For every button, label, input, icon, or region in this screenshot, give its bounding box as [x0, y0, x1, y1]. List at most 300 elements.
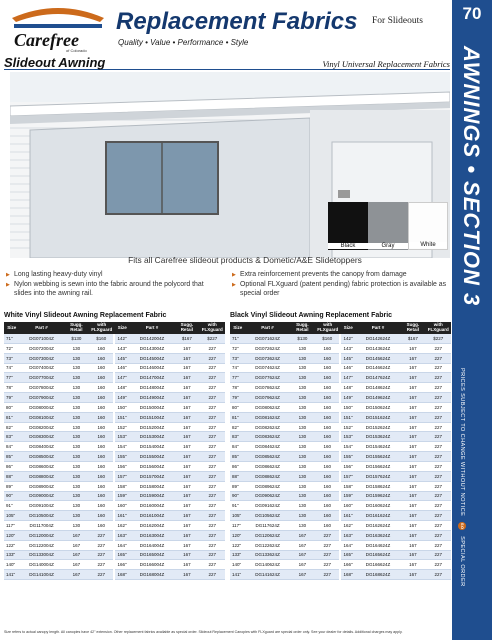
table-cell: DG154624Z	[356, 442, 400, 452]
table-cell: 227	[200, 521, 225, 531]
column-header: Part #	[245, 322, 289, 334]
table-row	[230, 373, 451, 383]
table-cell: 160	[89, 521, 114, 531]
table-cell: 167	[174, 461, 199, 471]
white-fabric-table	[4, 322, 225, 580]
table-cell: 91"	[230, 501, 245, 511]
table-cell: 130	[290, 501, 315, 511]
swatch-white	[408, 202, 448, 250]
table-cell: DG133624Z	[245, 550, 289, 560]
table-row	[4, 511, 225, 521]
table-cell: 167	[174, 471, 199, 481]
table-cell: DG161624Z	[356, 511, 400, 521]
table-cell: 227	[426, 530, 451, 540]
table-cell: 227	[315, 560, 340, 570]
table-cell: 167	[290, 550, 315, 560]
table-cell: 105"	[4, 511, 19, 521]
table-cell: DG080624Z	[245, 402, 289, 412]
table-cell: 130	[290, 471, 315, 481]
table-cell: 167	[400, 432, 425, 442]
table-cell: 130	[290, 481, 315, 491]
table-cell: DG159004Z	[130, 491, 174, 501]
table-cell: 227	[426, 442, 451, 452]
table-cell: DG150624Z	[356, 402, 400, 412]
table-cell: 81"	[4, 412, 19, 422]
table-cell: 133"	[230, 550, 245, 560]
feature-item: ▶ Long lasting heavy-duty vinyl	[6, 271, 211, 280]
table-cell: 130	[290, 373, 315, 383]
table-cell: 140"	[4, 560, 19, 570]
swatch-black	[328, 202, 368, 250]
table-cell: 79"	[230, 393, 245, 403]
table-cell: $167	[400, 334, 425, 343]
table-cell: 130	[290, 442, 315, 452]
table-cell: 160	[315, 461, 340, 471]
table-cell: 160	[89, 501, 114, 511]
table-cell: 130	[64, 402, 89, 412]
table-cell: 227	[200, 471, 225, 481]
table-cell: 120"	[4, 530, 19, 540]
table-cell: DG149624Z	[356, 393, 400, 403]
table-cell: DG122004Z	[19, 540, 63, 550]
table-cell: DG160624Z	[356, 501, 400, 511]
column-header: with FLXguard	[426, 322, 451, 334]
table-cell: 91"	[4, 501, 19, 511]
table-cell: DG168624Z	[356, 570, 400, 580]
table-cell: 227	[200, 393, 225, 403]
column-header: Size	[114, 322, 129, 334]
table-cell: 130	[64, 412, 89, 422]
table-cell: DG152004Z	[130, 422, 174, 432]
table-cell: 227	[200, 373, 225, 383]
table-cell: 117"	[230, 521, 245, 531]
table-cell: DG143624Z	[356, 343, 400, 353]
table-cell: DG077624Z	[245, 373, 289, 383]
table-cell: 160	[89, 412, 114, 422]
table-cell: DG080004Z	[19, 402, 63, 412]
table-cell: DG166624Z	[356, 560, 400, 570]
table-cell: 227	[426, 540, 451, 550]
table-cell: DG133004Z	[19, 550, 63, 560]
table-cell: 71"	[230, 334, 245, 343]
table-cell: DG072624Z	[245, 343, 289, 353]
table-row	[4, 343, 225, 353]
table-row	[4, 363, 225, 373]
column-header: Sugg. Retail	[174, 322, 199, 334]
table-row	[230, 363, 451, 373]
feature-list-left	[6, 271, 211, 300]
table-cell: 227	[200, 432, 225, 442]
table-cell: DG153004Z	[130, 432, 174, 442]
table-cell: $160	[89, 334, 114, 343]
table-cell: 130	[290, 402, 315, 412]
table-cell: $160	[315, 334, 340, 343]
table-row	[4, 383, 225, 393]
page-title: Replacement Fabrics	[116, 8, 358, 35]
table-row	[230, 461, 451, 471]
table-cell: 83"	[4, 432, 19, 442]
table-cell: 158"	[340, 481, 355, 491]
table-row	[4, 540, 225, 550]
table-cell: 130	[64, 383, 89, 393]
table-cell: DG117004Z	[19, 521, 63, 531]
table-cell: 227	[426, 363, 451, 373]
table-cell: DG152624Z	[356, 422, 400, 432]
table-cell: 161"	[340, 511, 355, 521]
table-cell: 86"	[4, 461, 19, 471]
table-cell: DG165624Z	[356, 550, 400, 560]
table-row	[4, 353, 225, 363]
table-cell: 160	[315, 402, 340, 412]
table-cell: 151"	[340, 412, 355, 422]
table-cell: 167	[174, 530, 199, 540]
table-cell: 130	[290, 452, 315, 462]
table-cell: DG090624Z	[245, 491, 289, 501]
column-header: Sugg. Retail	[400, 322, 425, 334]
column-header: Part #	[130, 322, 174, 334]
table-cell: 227	[315, 570, 340, 580]
table-row	[230, 452, 451, 462]
table-row	[4, 521, 225, 531]
table-row	[230, 511, 451, 521]
table-cell: 160	[315, 363, 340, 373]
table-cell: 227	[89, 550, 114, 560]
table-cell: DG081004Z	[19, 412, 63, 422]
table-cell: 227	[426, 471, 451, 481]
table-cell: 79"	[4, 393, 19, 403]
table-cell: 227	[315, 550, 340, 560]
table-cell: 130	[64, 432, 89, 442]
table-cell: 167	[400, 412, 425, 422]
table-cell: DG155624Z	[356, 452, 400, 462]
table-row	[4, 560, 225, 570]
table-cell: 167	[174, 353, 199, 363]
table-cell: 167	[174, 363, 199, 373]
table-cell: DG145624Z	[356, 353, 400, 363]
table-cell: 120"	[230, 530, 245, 540]
table-cell: 167	[400, 521, 425, 531]
table-cell: 159"	[114, 491, 129, 501]
table-cell: DG155004Z	[130, 452, 174, 462]
table-cell: DG161004Z	[130, 511, 174, 521]
table-cell: DG159624Z	[356, 491, 400, 501]
table-cell: 167	[174, 442, 199, 452]
table-cell: 167	[400, 481, 425, 491]
black-fabric-table	[230, 322, 451, 580]
table-cell: 160	[315, 353, 340, 363]
table-cell: 227	[426, 412, 451, 422]
table-cell: 227	[200, 363, 225, 373]
table-row	[4, 393, 225, 403]
table-cell: 227	[89, 540, 114, 550]
table-cell: 167	[400, 353, 425, 363]
table-cell: DG122624Z	[245, 540, 289, 550]
table-cell: 167	[174, 373, 199, 383]
table-cell: DG143004Z	[130, 343, 174, 353]
table-cell: DG071624Z	[245, 334, 289, 343]
table-cell: DG166004Z	[130, 560, 174, 570]
table-cell: DG078624Z	[245, 383, 289, 393]
table-cell: DG084004Z	[19, 442, 63, 452]
table-cell: DG147624Z	[356, 373, 400, 383]
table-cell: DG163004Z	[130, 530, 174, 540]
table-cell: 82"	[230, 422, 245, 432]
table-cell: 160	[315, 373, 340, 383]
table-row	[230, 491, 451, 501]
table-cell: DG088624Z	[245, 471, 289, 481]
table-cell: 160	[89, 442, 114, 452]
table-cell: 147"	[340, 373, 355, 383]
table-cell: 227	[426, 481, 451, 491]
table-cell: 160	[89, 402, 114, 412]
table-cell: $130	[290, 334, 315, 343]
table-cell: 227	[200, 560, 225, 570]
table-cell: 85"	[4, 452, 19, 462]
table-cell: $130	[64, 334, 89, 343]
table-cell: 82"	[4, 422, 19, 432]
table-cell: DG156624Z	[356, 461, 400, 471]
table-cell: DG079624Z	[245, 393, 289, 403]
table-cell: 167	[174, 491, 199, 501]
table-cell: DG089004Z	[19, 481, 63, 491]
table-cell: DG157624Z	[356, 471, 400, 481]
product-heading: Slideout Awning	[4, 55, 106, 70]
table-cell: 167	[400, 461, 425, 471]
table-cell: 227	[426, 501, 451, 511]
table-cell: 227	[200, 540, 225, 550]
table-cell: 161"	[114, 511, 129, 521]
table-cell: 166"	[114, 560, 129, 570]
table-cell: 167	[174, 412, 199, 422]
table-cell: 143"	[340, 343, 355, 353]
table-cell: 72"	[230, 343, 245, 353]
table-row	[4, 422, 225, 432]
table-cell: 167	[400, 452, 425, 462]
table-cell: 160	[89, 471, 114, 481]
table-cell: 150"	[114, 402, 129, 412]
table-cell: DG120624Z	[245, 530, 289, 540]
table-cell: 140"	[230, 560, 245, 570]
table-row	[230, 540, 451, 550]
table-cell: 167	[174, 422, 199, 432]
table-cell: DG090004Z	[19, 491, 63, 501]
table-cell: 130	[64, 471, 89, 481]
table-cell: 167	[174, 521, 199, 531]
table-cell: DG084624Z	[245, 442, 289, 452]
table-cell: DG086624Z	[245, 461, 289, 471]
swatch-label: White	[409, 242, 447, 248]
table-cell: 130	[290, 511, 315, 521]
table-cell: 160	[315, 412, 340, 422]
page-number: 70	[462, 4, 482, 23]
table-cell: 160	[315, 383, 340, 393]
table-cell: 150"	[340, 402, 355, 412]
table-cell: 164"	[114, 540, 129, 550]
table-cell: 227	[200, 501, 225, 511]
table-cell: 160	[89, 461, 114, 471]
table-cell: 148"	[340, 383, 355, 393]
table-cell: 160	[89, 393, 114, 403]
table-cell: 162"	[340, 521, 355, 531]
table-cell: DG078004Z	[19, 383, 63, 393]
feature-item: ▶ Extra reinforcement prevents the canopy from damage	[232, 271, 447, 280]
table-cell: 141"	[230, 570, 245, 580]
table-cell: 159"	[340, 491, 355, 501]
intro-text: Fits all Carefree slideout products & Dometic/A&E Slidetoppers	[128, 255, 362, 265]
for-label: For Slideouts	[372, 16, 423, 26]
table-cell: 130	[290, 521, 315, 531]
table-cell: 160	[315, 481, 340, 491]
table-row	[4, 471, 225, 481]
table-row	[230, 550, 451, 560]
table-row	[4, 530, 225, 540]
table-cell: DG164624Z	[356, 540, 400, 550]
table-cell: 73"	[230, 353, 245, 363]
table-cell: 130	[64, 521, 89, 531]
table-row	[4, 334, 225, 343]
table-cell: 160	[89, 511, 114, 521]
table-cell: 227	[426, 511, 451, 521]
table-cell: 227	[426, 353, 451, 363]
table-cell: 167	[400, 393, 425, 403]
table-cell: DG145004Z	[130, 353, 174, 363]
table-cell: 154"	[114, 442, 129, 452]
table-cell: 88"	[4, 471, 19, 481]
swatch-gray	[368, 202, 408, 250]
table-cell: DG157004Z	[130, 471, 174, 481]
table-cell: DG120004Z	[19, 530, 63, 540]
table-row	[230, 501, 451, 511]
table-cell: 72"	[4, 343, 19, 353]
table-cell: 167	[174, 402, 199, 412]
table-row	[230, 412, 451, 422]
table-cell: 130	[64, 422, 89, 432]
table-cell: 227	[200, 402, 225, 412]
swatch-label: Black	[328, 243, 368, 249]
table-cell: 168"	[340, 570, 355, 580]
table-row	[4, 373, 225, 383]
table-row	[4, 570, 225, 580]
table-cell: 74"	[230, 363, 245, 373]
table-cell: 73"	[4, 353, 19, 363]
table-cell: DG105004Z	[19, 511, 63, 521]
table-row	[230, 393, 451, 403]
table-cell: 227	[315, 530, 340, 540]
table-cell: 74"	[4, 363, 19, 373]
table-cell: 227	[200, 550, 225, 560]
column-header: Sugg. Retail	[64, 322, 89, 334]
table-cell: DG074624Z	[245, 363, 289, 373]
table-cell: 160	[315, 501, 340, 511]
table-cell: 167	[400, 501, 425, 511]
table-row	[230, 432, 451, 442]
table-cell: 90"	[230, 491, 245, 501]
table-cell: 160	[89, 383, 114, 393]
table-cell: 167	[174, 570, 199, 580]
table-row	[4, 491, 225, 501]
table-cell: 167	[400, 471, 425, 481]
table-cell: DG082004Z	[19, 422, 63, 432]
table-cell: 160	[89, 343, 114, 353]
table-cell: 167	[290, 570, 315, 580]
table-cell: 130	[290, 491, 315, 501]
table-cell: 227	[315, 540, 340, 550]
table-cell: DG154004Z	[130, 442, 174, 452]
table-cell: 227	[200, 343, 225, 353]
table-cell: 78"	[230, 383, 245, 393]
table-cell: 147"	[114, 373, 129, 383]
table-cell: 227	[426, 373, 451, 383]
table-cell: DG148624Z	[356, 383, 400, 393]
table-cell: 167	[400, 402, 425, 412]
table-cell: DG146004Z	[130, 363, 174, 373]
table-cell: 151"	[114, 412, 129, 422]
table-cell: 133"	[4, 550, 19, 560]
table-cell: 227	[426, 491, 451, 501]
table-cell: 160	[315, 471, 340, 481]
table-cell: 152"	[114, 422, 129, 432]
table-cell: 160	[315, 521, 340, 531]
table-cell: 130	[290, 422, 315, 432]
table-cell: 84"	[230, 442, 245, 452]
table-cell: DG117624Z	[245, 521, 289, 531]
table-cell: 165"	[340, 550, 355, 560]
table-cell: 227	[200, 422, 225, 432]
table-cell: 167	[290, 530, 315, 540]
table-cell: 167	[174, 432, 199, 442]
table-cell: DG156004Z	[130, 461, 174, 471]
table-row	[4, 550, 225, 560]
column-header: Size	[4, 322, 19, 334]
table-cell: 154"	[340, 442, 355, 452]
table-cell: DG151624Z	[356, 412, 400, 422]
table-row	[4, 402, 225, 412]
table-cell: DG088004Z	[19, 471, 63, 481]
side-notice	[458, 368, 466, 587]
feature-list-right	[232, 271, 447, 300]
table-cell: 167	[400, 560, 425, 570]
table-cell: DG073624Z	[245, 353, 289, 363]
table-cell: 167	[290, 540, 315, 550]
table-cell: 130	[290, 343, 315, 353]
table-cell: 227	[426, 422, 451, 432]
table-cell: 160	[89, 422, 114, 432]
table-cell: 167	[64, 570, 89, 580]
table-cell: 130	[290, 353, 315, 363]
table-cell: DG083004Z	[19, 432, 63, 442]
table-cell: 90"	[4, 491, 19, 501]
table-cell: DG153624Z	[356, 432, 400, 442]
table-cell: 167	[400, 363, 425, 373]
table-cell: DG077004Z	[19, 373, 63, 383]
table-cell: $167	[174, 334, 199, 343]
table-cell: 130	[290, 363, 315, 373]
table-cell: 167	[400, 373, 425, 383]
table-cell: 227	[200, 511, 225, 521]
logo-text: Carefree	[14, 30, 79, 50]
table-cell: 227	[426, 383, 451, 393]
table-row	[230, 334, 451, 343]
table-cell: 160	[315, 422, 340, 432]
table-cell: DG164004Z	[130, 540, 174, 550]
table-cell: 163"	[114, 530, 129, 540]
table-cell: 227	[426, 343, 451, 353]
feature-item: ▶ Nylon webbing is sewn into the fabric around the polycord that slides into the awning rail.	[6, 281, 211, 299]
table-cell: 160	[315, 442, 340, 452]
table-row	[4, 452, 225, 462]
table-cell: 146"	[340, 363, 355, 373]
table-cell: DG072004Z	[19, 343, 63, 353]
